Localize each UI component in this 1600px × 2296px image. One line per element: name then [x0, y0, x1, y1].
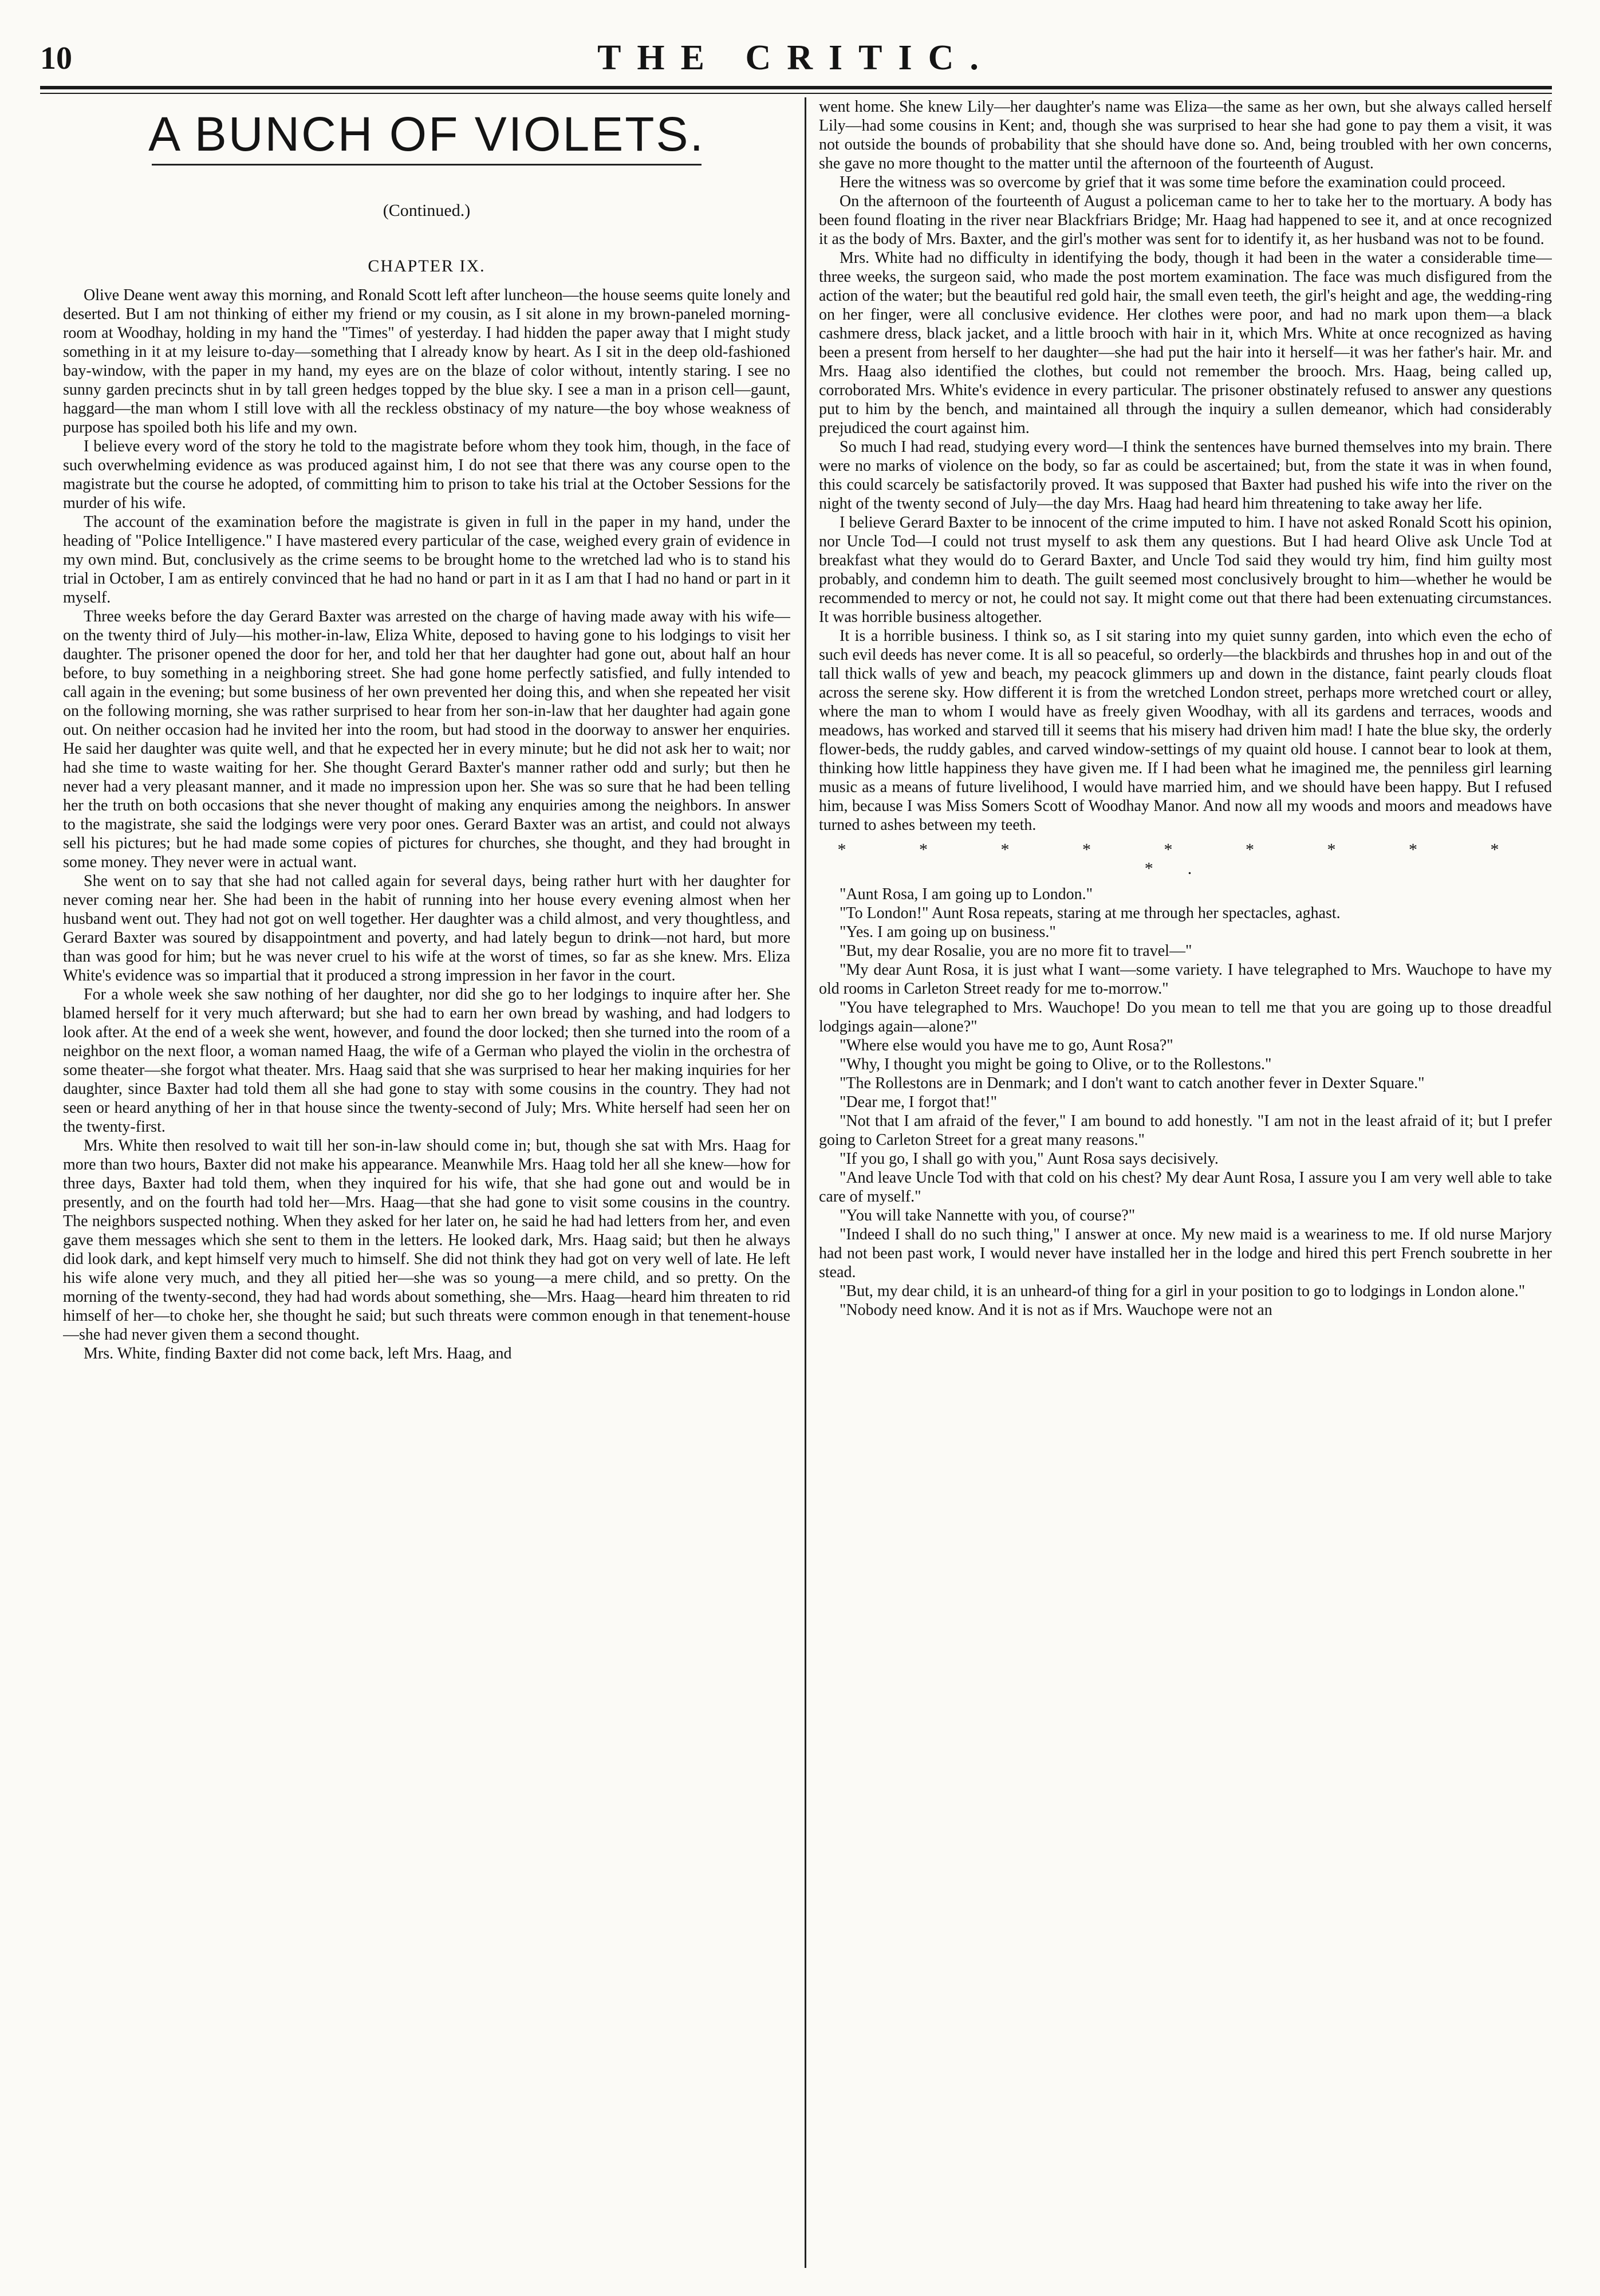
paragraph: Olive Deane went away this morning, and Ronald Scott left after luncheon—the house seems quite lonely and deserted. But I am not thinking of either my friend or my cousin, as I sit alone in my brown-paneled morning-room at Woodhay, holding in my hand the "Times" of yesterday. I had hidden the paper away that I might study something in it at my leisure to-day—something that I already know by heart. As I sit in the deep old-fashioned bay-window, with the paper in my hand, my eyes are on the blaze of color without, intently staring. I see no sunny garden precincts shut in by tall green hedges topped by the blue sky. I see a man in a prison cell—gaunt, haggard—the man whom I still love with all the reckless obstinacy of my nature—the boy whose weakness of purpose has spoiled both his life and my own.: [63, 286, 790, 436]
paragraph: It is a horrible business. I think so, as I sit staring into my quiet sunny garden, into which even the echo of such evil deeds has never come. It is all so peaceful, so orderly—the blackbirds and thrushes hop in and out of the tall thick walls of yew and beach, my peacock glimmers up and down in the distance, faint pearly clouds float across the serene sky. How different it is from the wretched London street, perhaps more wretched court or alley, where the man to whom I would have as freely given Woodhay, with all its gardens and terraces, woods and meadows, has worked and starved till it seems that his misery had driven him mad! I hate the blue sky, the orderly flower-beds, the ruddy gables, and carved window-settings of my quaint old house. I cannot bear to look at them, thinking how little happiness they have given me. If I had been what he imagined me, the penniless girl learning music as a means of future livelihood, I would have married him, and we should have been happy. But I refused him, because I was Miss Somers Scott of Woodhay Manor. And now all my woods and moors and meadows have turned to ashes between my teeth.: [819, 627, 1552, 834]
left-column: [63, 97, 790, 2268]
dialogue-line: "And leave Uncle Tod with that cold on his chest? My dear Aunt Rosa, I assure you I am very well able to take care of myself.": [819, 1169, 1552, 1206]
paragraph: Mrs. White had no difficulty in identifying the body, though it had been in the water a considerable time—three weeks, the surgeon said, who made the post mortem examination. The face was much disfigured from the action of the water; but the beautiful red gold hair, the small even teeth, the girl's height and age, the wedding-ring on her finger, were all conclusive evidence. Her clothes were poor, and had no mark upon them—a black cashmere dress, black jacket, and a little brooch with hair in it, which Mrs. White at once recognized as having been a present from herself to her daughter—she had put the hair into it herself—it was her father's hair. Mr. and Mrs. Haag also identified the clothes, but could not remember the brooch. Mrs. Haag, being called up, corroborated Mrs. White's evidence in every particular. The prisoner obstinately refused to answer any questions put to him by the bench, and maintained all through the inquiry a sullen demeanor, which had considerably prejudiced the court against him.: [819, 249, 1552, 437]
section-separator: * * * * * * * * * *.: [837, 840, 1534, 878]
dialogue-line: "You will take Nannette with you, of course?": [840, 1207, 1136, 1224]
dialogue-line: "Dear me, I forgot that!": [840, 1093, 998, 1111]
dialogue-line: "Why, I thought you might be going to Olive, or to the Rollestons.": [840, 1056, 1272, 1073]
paragraph: So much I had read, studying every word—I think the sentences have burned themselves into my brain. There were no marks of violence on the body, so far as could be ascertained; but, from the state it was in when found, this could scarcely be satisfactorily proved. It was supposed that Baxter had pushed his wife into the river on the night of the twenty second of July—the day Mrs. Haag had heard him threatening to take away her life.: [819, 438, 1552, 513]
dialogue-line: "The Rollestons are in Denmark; and I don't want to catch another fever in Dexter Square.": [840, 1074, 1425, 1092]
dialogue-line: "Aunt Rosa, I am going up to London.": [840, 885, 1093, 903]
paragraph: The account of the examination before the magistrate is given in full in the paper in my hand, under the heading of "Police Intelligence." I have mastered every particular of the case, weighed every grain of evidence in my own mind. But, conclusively as the crime seems to be brought home to the wretched lad who is to stand his trial in October, I am as entirely convinced that he had no hand or part in it as I am that I had no hand or part in it myself.: [63, 513, 790, 607]
paragraph: She went on to say that she had not called again for several days, being rather hurt with her daughter for never coming near her. She had been in the habit of running into her house every evening almost when her husband went out. They had not got on well together. Her daughter was a child almost, and very thoughtless, and Gerard Baxter was soured by disappointment and poverty, and had lately begun to drink—not hard, but more than was good for him; but he was never cruel to his wife at the worst of times, so far as she knew. Mrs. Eliza White's evidence was so impartial that it produced a strong impression in her favor in the court.: [63, 872, 790, 984]
running-title: THE CRITIC.: [597, 38, 995, 77]
paragraph: Here the witness was so overcome by grief that it was some time before the examination could proceed.: [840, 174, 1506, 191]
header-rule-thin: [40, 93, 1552, 94]
header-rule-thick: [40, 86, 1552, 89]
dialogue-line: "But, my dear child, it is an unheard-of thing for a girl in your position to go to lodgings in London alone.": [840, 1282, 1526, 1300]
dialogue-line: "My dear Aunt Rosa, it is just what I want—some variety. I have telegraphed to Mrs. Wauchope to have my old rooms in Carleton Street ready for me to-morrow.": [819, 961, 1552, 998]
dialogue-line: "Indeed I shall do no such thing," I answer at once. My new maid is a weariness to me. If old nurse Marjory had not been past work, I would never have installed her in the lodge and hired this pert French soubrette in her stead.: [819, 1226, 1552, 1281]
dialogue-line: "You have telegraphed to Mrs. Wauchope! Do you mean to tell me that you are going up to those dreadful lodgings again—alone?": [819, 999, 1552, 1035]
dialogue-line: "Not that I am afraid of the fever," I am bound to add honestly. "I am not in the least afraid of it; but I prefer going to Carleton Street for a great many reasons.": [819, 1112, 1552, 1149]
dialogue-line: "But, my dear Rosalie, you are no more fit to travel—": [840, 942, 1192, 960]
title-underline: [152, 164, 702, 166]
paragraph: For a whole week she saw nothing of her daughter, nor did she go to her lodgings to inquire after her. She blamed herself for it very much afterward; but she had to earn her own bread by washing, and had lodgers to look after. At the end of a week she went, however, and found the door locked; then she turned into the room of a neighbor on the next floor, a woman named Haag, the wife of a German who played the violin in the orchestra of some theater—she forgot what theater. Mrs. Haag said that she was surprised to hear her making inquiries for her daughter, since Baxter had told them all she had gone to stay with some cousins in the country. They had not seen or heard anything of her in that house since the twenty-second of July; Mrs. White herself had seen her on the twenty-first.: [63, 986, 790, 1136]
paragraph: I believe Gerard Baxter to be innocent of the crime imputed to him. I have not asked Ronald Scott his opinion, nor Uncle Tod—I could not trust myself to ask them any questions. But I had heard Olive ask Uncle Tod at breakfast what they would do to Gerard Baxter, and Uncle Tod said they would try him, find him guilty most probably, and condemn him to death. The guilt seemed most conclusively brought to him—whether he would be recommended to mercy or not, he could not say. It might come out that there had been extenuating circumstances. It was horrible business altogether.: [819, 514, 1552, 626]
paragraph: Three weeks before the day Gerard Baxter was arrested on the charge of having made away with his wife—on the twenty third of July—his mother-in-law, Eliza White, deposed to having gone to his lodgings to visit her daughter. The prisoner opened the door for her, and told her that her daughter had gone out, about half an hour before, to buy something in a neighboring street. She had gone home perfectly satisfied, and fully intended to call again in the evening; but some business of her own prevented her doing this, and when she repeated her visit on the following morning, she was rather surprised to hear from her son-in-law that her daughter had again gone out. On neither occasion had he invited her into the room, but had stood in the doorway to answer her enquiries. He said her daughter was quite well, and that he expected her in every minute; but he did not ask her to wait; nor had she time to waste waiting for her. She thought Gerard Baxter's manner rather odd and surly; but then he never had a very pleasant manner, and it made no impression upon her. She was so sure that he had been telling her the truth on both occasions that she never thought of making any enquiries among the neighbors. In answer to the magistrate, she said the lodgings were very poor ones. Gerard Baxter was an artist, and could not always sell his pictures; but he had made some copies of pictures for churches, she thought, and they had brought in some money. They never were in actual want.: [63, 608, 790, 871]
paragraph: went home. She knew Lily—her daughter's name was Eliza—the same as her own, but she always called herself Lily—had some cousins in Kent; and, though she was surprised to hear she had gone to pay them a visit, it was not outside the bounds of probability that she should have done so. And, being troubled with her own concerns, she gave no more thought to the matter until the afternoon of the fourteenth of August.: [819, 98, 1552, 172]
story-title: A BUNCH OF VIOLETS.: [148, 107, 705, 161]
column-divider: [805, 97, 806, 2268]
paragraph: Mrs. White then resolved to wait till her son-in-law should come in; but, though she sat with Mrs. Haag for more than two hours, Baxter did not make his appearance. Meanwhile Mrs. Haag told her all she knew—how for three days, Baxter had told them, when they inquired for his wife, that she had gone out and would be in presently, and on the fourth had told her—Mrs. Haag—that she had gone to visit some cousins in the country. The neighbors suspected nothing. When they asked for her later on, he said he had had letters from her, and even gave them messages which she sent to them in the letters. He looked dark, Mrs. Haag said; but then he always did look dark, and kept himself very much to himself. She did not think they had got on very well of late. He left his wife alone very much, and they all pitied her—she was so young—a mere child, and so pretty. On the morning of the twenty-second, they had had words about something, she—Mrs. Haag—heard him threaten to rid himself of her—to choke her, she thought he said; but such threats were common enough in that tenement-house—she had never given them a second thought.: [63, 1137, 790, 1344]
dialogue-line: "If you go, I shall go with you," Aunt Rosa says decisively.: [840, 1150, 1219, 1168]
dialogue-line: "Nobody need know. And it is not as if Mrs. Wauchope were not an: [840, 1301, 1272, 1319]
paragraph: On the afternoon of the fourteenth of August a policeman came to her to take her to the mortuary. A body has been found floating in the river near Blackfriars Bridge; Mr. Haag had happened to see it, and at once recognized it as the body of Mrs. Baxter, and the girl's mother was sent for to identify it, as her husband was not to be found.: [819, 192, 1552, 248]
dialogue-line: "Where else would you have me to go, Aunt Rosa?": [840, 1037, 1173, 1054]
chapter-heading: CHAPTER IX.: [368, 257, 486, 275]
page-number: 10: [40, 41, 72, 76]
paragraph: Mrs. White, finding Baxter did not come back, left Mrs. Haag, and: [84, 1345, 512, 1362]
right-column: [819, 97, 1552, 2268]
dialogue-line: "Yes. I am going up on business.": [840, 923, 1056, 941]
paragraph: I believe every word of the story he told to the magistrate before whom they took him, though, in the face of such overwhelming evidence as was produced against him, I do not see that there was any course open to the magistrate but the course he adopted, of committing him to prison to take his trial at the October Sessions for the murder of his wife.: [63, 438, 790, 512]
dialogue-line: "To London!" Aunt Rosa repeats, staring at me through her spectacles, aghast.: [840, 904, 1341, 922]
page-header: [40, 23, 1552, 86]
continued-note: (Continued.): [383, 201, 471, 220]
